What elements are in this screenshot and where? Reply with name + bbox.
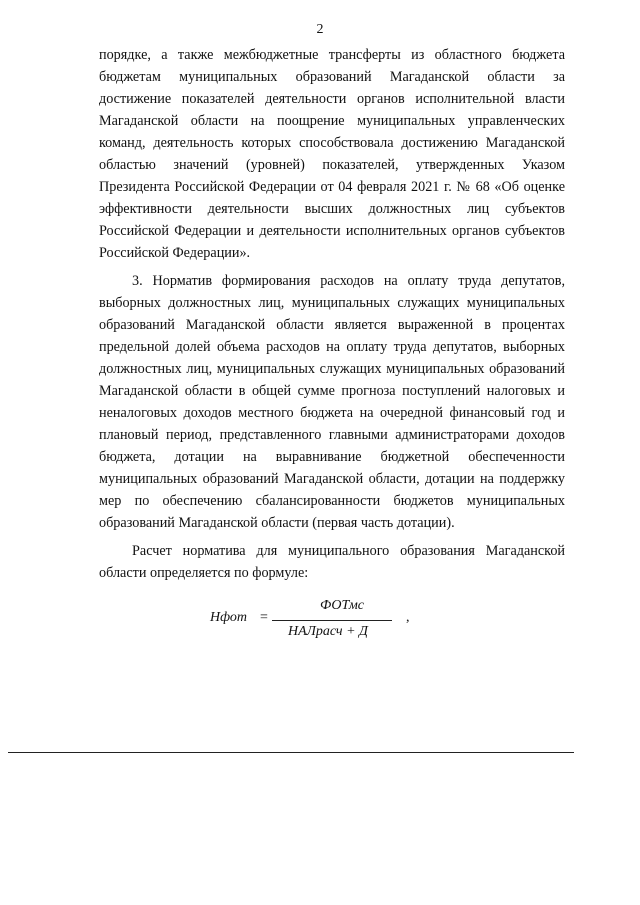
paragraph-item-3: 3. Норматив формирования расходов на оплату труда депутатов, выборных должностных лиц, муниципальных служащих муниципальных образований Магаданской области является выраженной в процентах предельной долей объема расходов на оплату труда депутатов, выборных должностных лиц, муниципальных служащих муниципальных образований Магаданской области в общей сумме прогноза поступлений налоговых и неналоговых доходов местного бюджета на очередной финансовый год и плановый период, представленного главными администраторами доходов бюджета, дотации на выравнивание бюджетной обеспеченности муниципальных образований Магаданской области, дотации на поддержку мер по обеспечению сбалансированности бюджетов муниципальных образований Магаданской области (первая часть дотации). bbox=[99, 273, 565, 531]
formula-trailing-comma: , bbox=[406, 610, 410, 625]
page-number: 2 bbox=[316, 22, 324, 37]
formula-equals: = bbox=[260, 610, 268, 625]
formula bbox=[210, 598, 430, 646]
formula-numerator: ФОТмс bbox=[320, 598, 364, 613]
page-bottom-rule bbox=[8, 752, 574, 753]
paragraph-formula-intro: Расчет норматива для муниципального образования Магаданской области определяется по формуле: bbox=[99, 543, 565, 581]
paragraph-continuation: порядке, а также межбюджетные трансферты из областного бюджета бюджетам муниципальных образований Магаданской области за достижение показателей деятельности органов исполнительной власти Магаданской области на поощрение муниципальных управленческих команд, деятельность которых способствовала достижению Магаданской областью значений (уровней) показателей, утвержденных Указом Президента Российской Федерации от 04 февраля 2021 г. № 68 «Об оценке эффективности деятельности высших должностных лиц субъектов Российской Федерации и деятельности исполнительных органов субъектов Российской Федерации». bbox=[99, 47, 565, 261]
fraction-bar bbox=[272, 620, 392, 621]
document-body bbox=[99, 44, 565, 584]
formula-lhs: Нфот bbox=[210, 610, 247, 625]
formula-denominator: НАЛрасч + Д bbox=[288, 624, 368, 639]
